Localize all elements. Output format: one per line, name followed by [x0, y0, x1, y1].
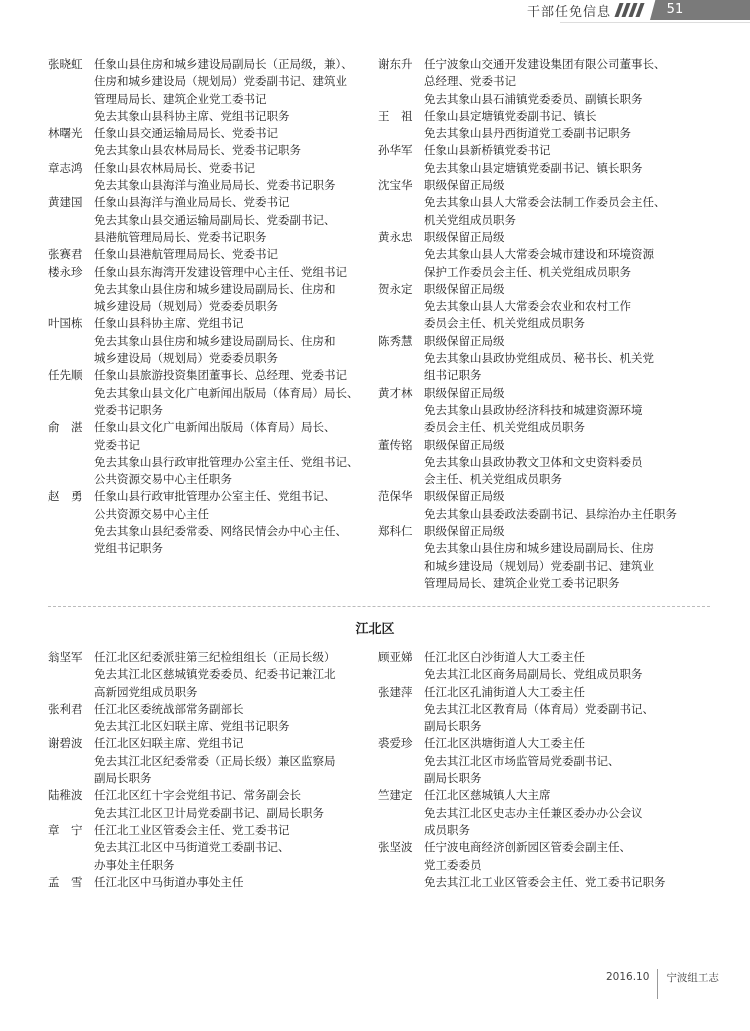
detail-line: 任象山县定塘镇党委副书记、镇长 — [424, 108, 597, 123]
detail-line: 职级保留正局级 — [424, 229, 505, 244]
detail-line: 任江北区白沙街道人大工委主任 — [424, 650, 585, 664]
appointment-entry — [48, 822, 378, 874]
person-name: 赵 勇 — [48, 489, 83, 504]
detail-line: 职级保留正局级 — [424, 385, 505, 400]
appointment-details — [94, 246, 378, 263]
appointment-details — [94, 56, 378, 125]
detail-line: 副局长职务 — [424, 719, 482, 734]
appointment-details — [94, 194, 378, 246]
detail-line: 任象山县文化广电新闻出版局（体育局）局长、 — [94, 420, 336, 435]
appointment-entry — [48, 419, 378, 488]
appointment-details — [424, 523, 708, 592]
issue-date: 2016.10 — [606, 971, 650, 983]
detail-line: 免去其象山县交通运输局副局长、党委副书记、 — [94, 212, 336, 227]
appointment-entry — [378, 839, 708, 891]
detail-line: 党组书记职务 — [94, 541, 163, 556]
appointment-entry — [48, 701, 378, 736]
person-name: 章 宁 — [48, 822, 83, 837]
detail-line: 管理局局长、建筑企业党工委书记职务 — [424, 575, 620, 590]
appointment-details — [94, 315, 378, 367]
appointment-entry — [48, 56, 378, 125]
detail-line: 免去其江北区卫计局党委副书记、副局长职务 — [94, 805, 324, 820]
detail-line: 和城乡建设局（规划局）党委副书记、建筑业 — [424, 558, 654, 573]
detail-line: 职级保留正局级 — [424, 281, 505, 296]
person-name: 黄永忠 — [378, 229, 413, 244]
detail-line: 任象山县旅游投资集团董事长、总经理、党委书记 — [94, 368, 347, 383]
detail-line: 委员会主任、机关党组成员职务 — [424, 316, 585, 331]
detail-line: 免去其象山县石浦镇党委委员、副镇长职务 — [424, 91, 643, 106]
detail-line: 任江北区洪塘街道人大工委主任 — [424, 736, 585, 751]
detail-line: 职级保留正局级 — [424, 437, 505, 452]
detail-line: 委员会主任、机关党组成员职务 — [424, 420, 585, 435]
appointment-entry — [378, 735, 708, 787]
appointment-details — [94, 701, 378, 736]
appointment-entry — [378, 649, 708, 684]
detail-line: 免去其江北工业区管委会主任、党工委书记职务 — [424, 874, 666, 889]
detail-line: 免去其象山县定塘镇党委副书记、镇长职务 — [424, 160, 643, 175]
appointment-details — [424, 649, 708, 684]
appointment-entry — [378, 385, 708, 437]
person-name: 孟 雪 — [48, 874, 83, 889]
person-name: 郑科仁 — [378, 524, 413, 539]
appointment-details — [94, 419, 378, 488]
detail-line: 职级保留正局级 — [424, 489, 505, 504]
appointment-details — [424, 229, 708, 281]
person-name: 黄建国 — [48, 195, 83, 210]
detail-line: 住房和城乡建设局（规划局）党委副书记、建筑业 — [94, 74, 347, 89]
detail-line: 任象山县住房和城乡建设局副局长（正局级，兼）、 — [94, 57, 353, 71]
detail-line: 任象山县东海湾开发建设管理中心主任、党组书记 — [94, 264, 347, 279]
detail-line: 免去其象山县政协经济科技和城建资源环境 — [424, 402, 643, 417]
detail-line: 党委书记 — [94, 437, 140, 452]
detail-line: 任象山县新桥镇党委书记 — [424, 143, 551, 158]
header-stripes-decoration — [617, 3, 642, 17]
appointment-details — [424, 839, 708, 891]
appointment-entry — [378, 684, 708, 736]
appointment-entry — [378, 488, 708, 523]
appointment-entry — [48, 488, 378, 557]
appointment-details — [424, 437, 708, 489]
detail-line: 公共资源交易中心主任 — [94, 506, 209, 521]
detail-line: 免去其象山县文化广电新闻出版局（体育局）局长、 — [94, 385, 359, 400]
appointment-details — [424, 488, 708, 523]
person-name: 贺永定 — [378, 281, 413, 296]
appointment-details — [94, 160, 378, 195]
page-footer — [606, 962, 719, 992]
detail-line: 免去其象山县海洋与渔业局局长、党委书记职务 — [94, 178, 336, 193]
header-title: 干部任免信息 — [526, 4, 611, 20]
detail-line: 高新园党组成员职务 — [94, 684, 198, 699]
column-left — [48, 649, 378, 891]
person-name: 王 祖 — [378, 108, 413, 123]
detail-line: 城乡建设局（规划局）党委委员职务 — [94, 351, 278, 366]
detail-line: 免去其象山县住房和城乡建设局副局长、住房 — [424, 541, 654, 556]
detail-line: 免去其江北区市场监管局党委副书记、 — [424, 753, 620, 768]
appointment-entry — [378, 56, 708, 108]
person-name: 谢东升 — [378, 57, 413, 71]
detail-line: 任象山县海洋与渔业局局长、党委书记 — [94, 195, 290, 210]
appointment-entry — [48, 787, 378, 822]
person-name: 陈秀慧 — [378, 333, 413, 348]
detail-line: 任象山县交通运输局局长、党委书记 — [94, 126, 278, 141]
column-right — [378, 649, 708, 891]
appointment-details — [94, 874, 378, 891]
appointment-details — [94, 488, 378, 557]
section-xiangshan — [48, 56, 708, 592]
person-name: 沈宝华 — [378, 178, 413, 193]
detail-line: 免去其江北区慈城镇党委委员、纪委书记兼江北 — [94, 667, 336, 682]
appointment-entry — [378, 333, 708, 385]
appointment-details — [424, 281, 708, 333]
appointment-details — [94, 787, 378, 822]
detail-line: 公共资源交易中心主任职务 — [94, 472, 232, 487]
person-name: 孙华军 — [378, 143, 413, 158]
person-name: 范保华 — [378, 489, 413, 504]
appointment-entry — [378, 177, 708, 229]
person-name: 谢碧波 — [48, 736, 83, 751]
person-name: 裘爱珍 — [378, 736, 413, 751]
header-rule — [560, 22, 750, 23]
detail-line: 任象山县农林局局长、党委书记 — [94, 160, 255, 175]
detail-line: 任象山县港航管理局局长、党委书记 — [94, 247, 278, 262]
detail-line: 职级保留正局级 — [424, 178, 505, 193]
detail-line: 免去其象山县住房和城乡建设局副局长、住房和 — [94, 281, 336, 296]
section-jiangbei — [48, 649, 708, 891]
detail-line: 任宁波电商经济创新园区管委会副主任、 — [424, 840, 631, 855]
detail-line: 免去其象山县行政审批管理办公室主任、党组书记、 — [94, 454, 359, 469]
publication-name: 宁波组工志 — [666, 971, 719, 984]
detail-line: 免去其江北区商务局副局长、党组成员职务 — [424, 667, 643, 682]
person-name: 顾亚娣 — [378, 650, 413, 664]
detail-line: 免去其象山县政协教文卫体和文史资料委员 — [424, 454, 643, 469]
appointment-details — [94, 735, 378, 787]
detail-line: 任江北区中马街道办事处主任 — [94, 874, 244, 889]
appointment-details — [94, 367, 378, 419]
appointment-entry — [48, 649, 378, 701]
detail-line: 任象山县行政审批管理办公室主任、党组书记、 — [94, 489, 336, 504]
page-number-tab — [650, 0, 750, 20]
detail-line: 任宁波象山交通开发建设集团有限公司董事长、 — [424, 57, 666, 71]
appointment-entry — [48, 367, 378, 419]
detail-line: 职级保留正局级 — [424, 333, 505, 348]
appointment-entry — [48, 246, 378, 263]
appointment-details — [424, 333, 708, 385]
detail-line: 任江北区孔浦街道人大工委主任 — [424, 684, 585, 699]
person-name: 楼永珍 — [48, 264, 83, 279]
person-name: 任先顺 — [48, 368, 83, 383]
appointment-entry — [48, 194, 378, 246]
appointment-entry — [378, 142, 708, 177]
appointment-details — [424, 108, 708, 143]
detail-line: 管理局局长、建筑企业党工委书记 — [94, 91, 267, 106]
detail-line: 任江北区红十字会党组书记、常务副会长 — [94, 788, 301, 803]
person-name: 林曙光 — [48, 126, 83, 141]
detail-line: 免去其江北区教育局（体育局）党委副书记、 — [424, 701, 654, 716]
appointment-entry — [378, 523, 708, 592]
appointment-entry — [378, 229, 708, 281]
appointment-details — [424, 385, 708, 437]
appointment-details — [94, 822, 378, 874]
column-right — [378, 56, 708, 592]
page-header — [527, 0, 750, 20]
detail-line: 任江北区妇联主席、党组书记 — [94, 736, 244, 751]
detail-line: 办事处主任职务 — [94, 857, 175, 872]
detail-line: 免去其象山县人大常委会城市建设和环境资源 — [424, 247, 654, 262]
detail-line: 免去其江北区中马街道党工委副书记、 — [94, 840, 290, 855]
detail-line: 总经理、党委书记 — [424, 74, 516, 89]
appointment-details — [94, 264, 378, 316]
appointment-details — [424, 56, 708, 108]
detail-line: 免去其象山县政协党组成员、秘书长、机关党 — [424, 351, 654, 366]
appointment-entry — [48, 735, 378, 787]
appointment-entry — [48, 315, 378, 367]
detail-line: 组书记职务 — [424, 368, 482, 383]
detail-line: 免去其象山县委政法委副书记、县综治办主任职务 — [424, 506, 677, 521]
appointment-details — [424, 142, 708, 177]
person-name: 董传铭 — [378, 437, 413, 452]
appointment-entry — [48, 264, 378, 316]
person-name: 黄才林 — [378, 385, 413, 400]
person-name: 翁坚军 — [48, 650, 83, 664]
detail-line: 免去其象山县人大常委会法制工作委员会主任、 — [424, 195, 666, 210]
detail-line: 成员职务 — [424, 822, 470, 837]
person-name: 俞 湛 — [48, 420, 83, 435]
detail-line: 城乡建设局（规划局）党委委员职务 — [94, 299, 278, 314]
appointment-entry — [48, 874, 378, 891]
detail-line: 任江北区慈城镇人大主席 — [424, 788, 551, 803]
person-name: 章志鸿 — [48, 160, 83, 175]
section-title-jiangbei: 江北区 — [355, 622, 395, 637]
person-name: 叶国栋 — [48, 316, 83, 331]
person-name: 张赛君 — [48, 247, 83, 262]
person-name: 张晓虹 — [48, 57, 83, 71]
detail-line: 党委书记职务 — [94, 402, 163, 417]
person-name: 陆稚波 — [48, 788, 83, 803]
appointment-entry — [48, 125, 378, 160]
column-left — [48, 56, 378, 592]
detail-line: 副局长职务 — [424, 771, 482, 786]
detail-line: 党工委委员 — [424, 857, 482, 872]
appointment-details — [424, 735, 708, 787]
appointment-details — [94, 125, 378, 160]
appointment-entry — [378, 787, 708, 839]
detail-line: 保护工作委员会主任、机关党组成员职务 — [424, 264, 631, 279]
appointment-entry — [48, 160, 378, 195]
detail-line: 任江北工业区管委会主任、党工委书记 — [94, 822, 290, 837]
appointment-details — [424, 177, 708, 229]
appointment-entry — [378, 437, 708, 489]
detail-line: 副局长职务 — [94, 771, 152, 786]
person-name: 张利君 — [48, 701, 83, 716]
section-divider — [48, 606, 710, 607]
appointment-details — [424, 684, 708, 736]
page-number: 51 — [666, 2, 684, 17]
detail-line: 任江北区纪委派驻第三纪检组组长（正局长级） — [94, 650, 336, 664]
detail-line: 免去其象山县住房和城乡建设局副局长、住房和 — [94, 333, 336, 348]
footer-separator — [657, 969, 658, 999]
detail-line: 任象山县科协主席、党组书记 — [94, 316, 244, 331]
detail-line: 免去其象山县丹西街道党工委副书记职务 — [424, 126, 631, 141]
detail-line: 县港航管理局局长、党委书记职务 — [94, 229, 267, 244]
detail-line: 会主任、机关党组成员职务 — [424, 472, 562, 487]
detail-line: 职级保留正局级 — [424, 524, 505, 539]
detail-line: 免去其象山县科协主席、党组书记职务 — [94, 108, 290, 123]
detail-line: 任江北区委统战部常务副部长 — [94, 701, 244, 716]
detail-line: 免去其江北区妇联主席、党组书记职务 — [94, 719, 290, 734]
detail-line: 免去其象山县纪委常委、网络民情会办中心主任、 — [94, 524, 347, 539]
detail-line: 免去其象山县农林局局长、党委书记职务 — [94, 143, 301, 158]
appointment-entry — [378, 281, 708, 333]
person-name: 竺建定 — [378, 788, 413, 803]
appointment-entry — [378, 108, 708, 143]
detail-line: 免去其江北区史志办主任兼区委办办公会议 — [424, 805, 643, 820]
person-name: 张坚波 — [378, 840, 413, 855]
person-name: 张建萍 — [378, 684, 413, 699]
appointment-details — [94, 649, 378, 701]
detail-line: 免去其象山县人大常委会农业和农村工作 — [424, 299, 631, 314]
detail-line: 免去其江北区纪委常委（正局长级）兼区监察局 — [94, 753, 336, 768]
detail-line: 机关党组成员职务 — [424, 212, 516, 227]
appointment-details — [424, 787, 708, 839]
